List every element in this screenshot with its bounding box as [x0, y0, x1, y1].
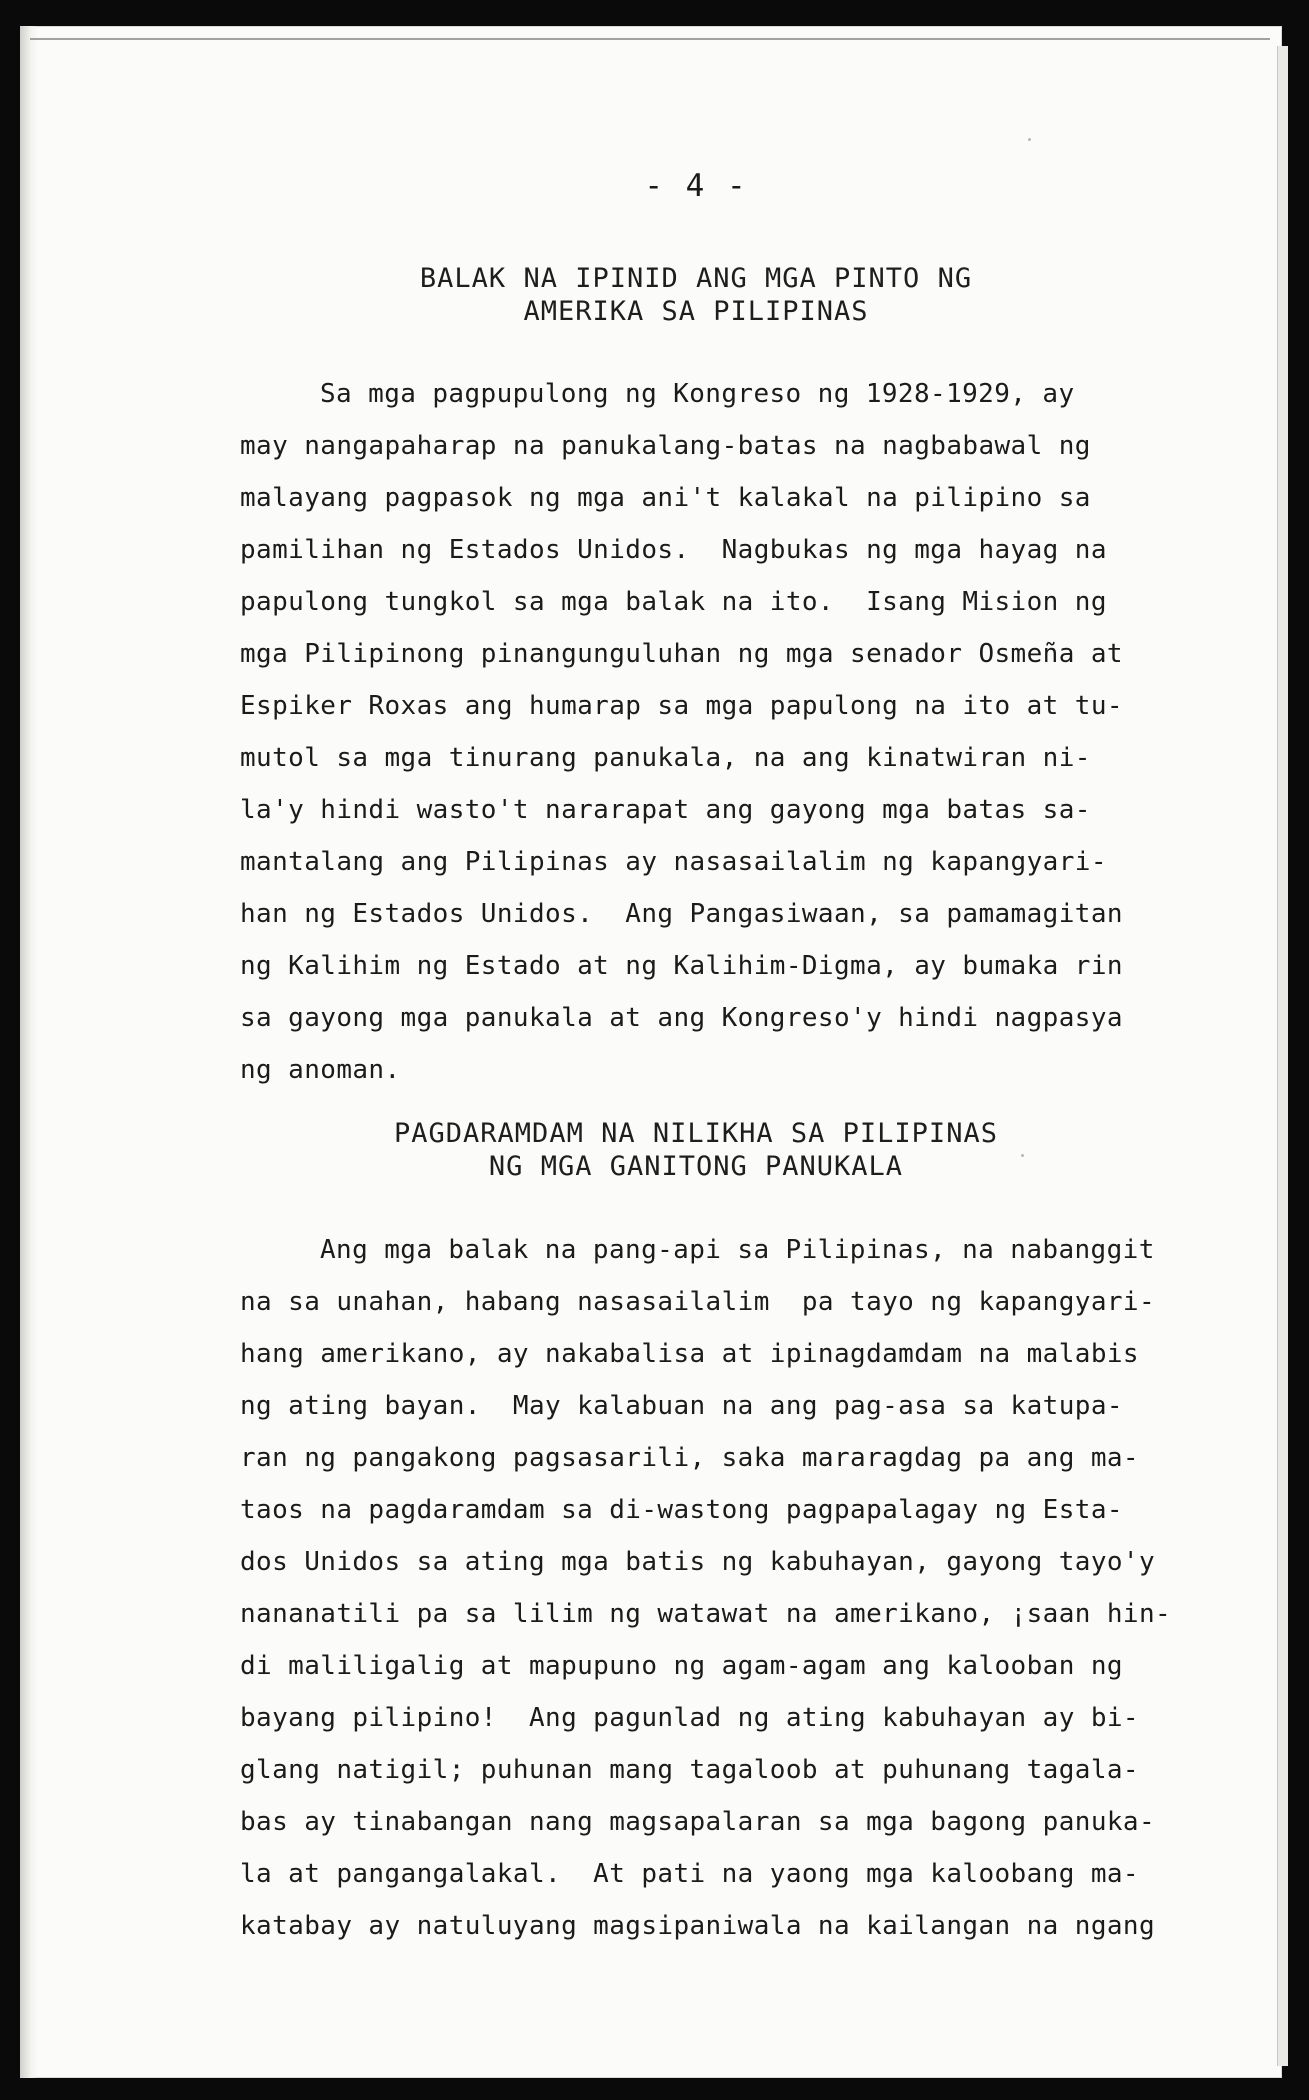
text-line: han ng Estados Unidos. Ang Pangasiwaan, sa pamamagitan: [240, 899, 1123, 929]
text-line: mutol sa mga tinurang panukala, na ang kinatwiran ni-: [240, 743, 1091, 773]
text-line: sa gayong mga panukala at ang Kongreso'y hindi nagpasya: [240, 1003, 1123, 1033]
text-line: mga Pilipinong pinangunguluhan ng mga senador Osmeña at: [240, 639, 1123, 669]
text-line: Ang mga balak na pang-api sa Pilipinas, na nabanggit: [320, 1235, 1155, 1265]
text-line: taos na pagdaramdam sa di-wastong pagpapalagay ng Esta-: [240, 1495, 1123, 1525]
text-line: ng anoman.: [240, 1055, 401, 1085]
text-line: na sa unahan, habang nasasailalim pa tayo ng kapangyari-: [240, 1287, 1156, 1317]
scan-speck: [1028, 138, 1031, 141]
text-line: ran ng pangakong pagsasarili, saka mararagdag pa ang ma-: [240, 1443, 1139, 1473]
text-line: bas ay tinabangan nang magsapalaran sa mga bagong panuka-: [240, 1807, 1156, 1837]
section-paragraph-2: [240, 1224, 1172, 1952]
text-line: Sa mga pagpupulong ng Kongreso ng 1928-1929, ay: [320, 379, 1075, 409]
text-line: glang natigil; puhunan mang tagaloob at puhunang tagala-: [240, 1755, 1139, 1785]
text-line: la'y hindi wasto't nararapat ang gayong mga batas sa-: [240, 795, 1091, 825]
text-line: di maliligalig at mapupuno ng agam-agam ang kalooban ng: [240, 1651, 1123, 1681]
scan-edge-shadow: [20, 26, 38, 2078]
heading-line: AMERIKA SA PILIPINAS: [523, 296, 869, 327]
text-line: papulong tungkol sa mga balak na ito. Isang Mision ng: [240, 587, 1107, 617]
text-line: malayang pagpasok ng mga ani't kalakal na pilipino sa: [240, 483, 1091, 513]
text-line: la at pangangalakal. At pati na yaong mga kaloobang ma-: [240, 1859, 1139, 1889]
text-line: katabay ay natuluyang magsipaniwala na kailangan na ngang: [240, 1911, 1156, 1941]
heading-line: PAGDARAMDAM NA NILIKHA SA PILIPINAS: [394, 1118, 998, 1149]
text-line: Espiker Roxas ang humarap sa mga papulong na ito at tu-: [240, 691, 1123, 721]
text-line: mantalang ang Pilipinas ay nasasailalim ng kapangyari-: [240, 847, 1107, 877]
text-line: may nangapaharap na panukalang-batas na nagbabawal ng: [240, 431, 1091, 461]
text-line: hang amerikano, ay nakabalisa at ipinagdamdam na malabis: [240, 1339, 1139, 1369]
heading-line: BALAK NA IPINID ANG MGA PINTO NG: [419, 263, 973, 294]
text-line: dos Unidos sa ating mga batis ng kabuhayan, gayong tayo'y: [240, 1547, 1156, 1577]
heading-line: NG MGA GANITONG PANUKALA: [488, 1151, 904, 1182]
text-line: ng ating bayan. May kalabuan na ang pag-asa sa katupa-: [240, 1391, 1123, 1421]
text-line: bayang pilipino! Ang pagunlad ng ating kabuhayan ay bi-: [240, 1703, 1139, 1733]
section-heading-1: [0, 262, 1309, 328]
top-rule: [30, 38, 1270, 40]
text-line: ng Kalihim ng Estado at ng Kalihim-Digma, ay bumaka rin: [240, 951, 1123, 981]
underlying-sheet-edge: [1277, 46, 1288, 2066]
section-heading-2: [0, 1117, 1309, 1183]
page-number: - 4 -: [644, 168, 748, 204]
section-paragraph-1: [240, 368, 1160, 1096]
text-line: nananatili pa sa lilim ng watawat na amerikano, ¡saan hin-: [240, 1599, 1172, 1629]
text-line: pamilihan ng Estados Unidos. Nagbukas ng mga hayag na: [240, 535, 1107, 565]
